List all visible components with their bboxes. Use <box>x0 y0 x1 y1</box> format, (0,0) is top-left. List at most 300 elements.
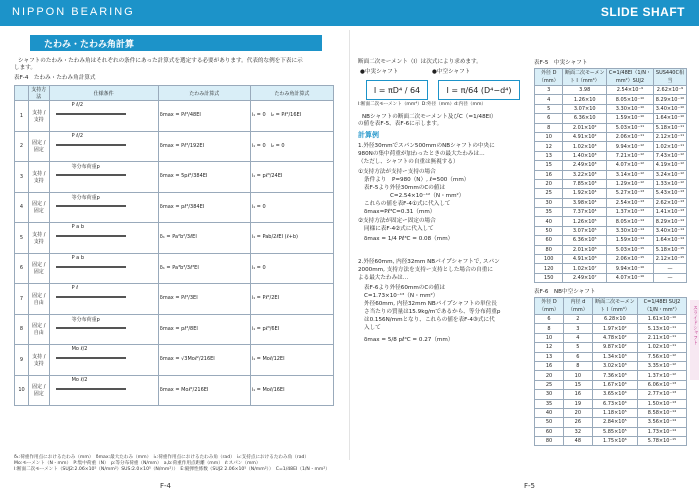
beam-line <box>56 266 126 268</box>
table-cell: 20 <box>535 179 563 188</box>
table-cell: 2.84×10⁵ <box>592 418 637 427</box>
table-cell: 25 <box>535 189 563 198</box>
table-cell: 1.02×10⁻¹¹ <box>653 142 686 151</box>
table-cell: 1.37×10⁻¹³ <box>607 208 654 217</box>
beam-line <box>56 205 126 207</box>
case-1-line: 条件より P=980（N）, ℓ=500（mm） <box>364 177 470 183</box>
page-number-right: F-5 <box>524 482 536 490</box>
beam-diagram <box>49 253 158 284</box>
table-cell: 1.18×10⁵ <box>592 408 637 417</box>
row-support: 固定 / 自由 <box>29 314 50 345</box>
table-cell: 2.49×10⁷ <box>563 273 607 282</box>
side-index-text: スライドシャフト <box>692 305 698 345</box>
table-cell: 9.87×10² <box>592 343 637 352</box>
table-cell: 4.07×10⁻¹² <box>607 161 654 170</box>
load-label: P ℓ/2 <box>71 102 84 108</box>
table-cell: 7.37×10⁴ <box>563 208 607 217</box>
table-cell: 2.77×10⁻¹³ <box>637 390 686 399</box>
col-header: 断面二次モーメント I（mm⁴） <box>563 69 607 86</box>
table-cell: 80 <box>535 245 563 254</box>
table-cell: 150 <box>535 273 563 282</box>
row-support: 固定 / 固定 <box>29 375 50 406</box>
table-cell: 5.18×10⁻¹⁵ <box>653 245 686 254</box>
col-header: 外径 D（mm） <box>535 69 563 86</box>
deflection-formula: δmax = Moℓ²/216EI <box>158 375 250 406</box>
table-cell: 8.29×10⁻¹⁴ <box>653 217 686 226</box>
table-cell: 19 <box>564 399 593 408</box>
table-cell: 7.56×10⁻¹² <box>637 352 686 361</box>
table-cell: 5.43×10⁻¹³ <box>653 189 686 198</box>
solid-label: ●中実シャフト <box>360 69 399 75</box>
beam-line <box>56 235 126 237</box>
row-no: 7 <box>15 284 29 315</box>
row-no: 9 <box>15 345 29 376</box>
table-cell: 16 <box>564 390 593 399</box>
row-no: 8 <box>15 314 29 345</box>
row-no: 1 <box>15 101 29 132</box>
table-cell: 4.91×10⁶ <box>563 255 607 264</box>
beam-line <box>56 296 126 298</box>
table-row <box>535 418 687 427</box>
table-cell: 7.85×10³ <box>563 179 607 188</box>
table-cell: 6 <box>564 352 593 361</box>
table-cell: 60 <box>535 236 563 245</box>
case-1-line: C=2.54×10⁻¹²（N・mm²） <box>390 193 465 199</box>
table-cell: 4.78×10² <box>592 333 637 342</box>
beam-diagram <box>49 101 158 132</box>
table-cell: 6.28×10 <box>592 315 637 324</box>
beam-line <box>56 357 126 359</box>
table-6-title: 表F-6 NB中空シャフト <box>534 289 596 295</box>
table-cell: 2.62×10⁻⁹ <box>653 86 686 95</box>
table-cell: 5.03×10⁻¹⁵ <box>607 245 654 254</box>
table-cell: 6.36×10 <box>563 114 607 123</box>
angle-formula: i₁ = Pℓ²/2EI <box>250 284 333 315</box>
example-line: 980Nの集中荷重が加わったときの最大たわみは… <box>358 151 485 157</box>
deflection-formula: δmax = Pℓ³/3EI <box>158 284 250 315</box>
table-row <box>535 399 687 408</box>
deflection-formula: δmax = √3Moℓ²/216EI <box>158 345 250 376</box>
table-cell: 1.37×10⁻¹² <box>637 371 686 380</box>
table-cell: 12 <box>535 142 563 151</box>
table-cell: 3.24×10⁻¹² <box>653 170 686 179</box>
example-2-result: δmax = 5/8 pℓ⁴C = 0.27（mm） <box>364 337 454 343</box>
col-header-support: 支持方法 <box>29 86 50 101</box>
angle-formula: i₁ = Pab/2ℓEI (ℓ+b) <box>250 223 333 254</box>
table-cell: 12 <box>535 343 564 352</box>
beam-diagram <box>49 223 158 254</box>
intro-text: シャフトのたわみ・たわみ角はそれぞれの条件にあった計算式を選定する必要があります。代表的な例を下表に示 <box>18 58 303 64</box>
table-cell: 20 <box>564 408 593 417</box>
table-cell: 2.49×10³ <box>563 161 607 170</box>
table-cell: 13 <box>535 352 564 361</box>
table-cell: 1.41×10⁻¹³ <box>653 208 686 217</box>
table-cell: 5.27×10⁻¹³ <box>607 189 654 198</box>
table-row <box>15 345 334 376</box>
load-label: P ℓ/2 <box>71 132 84 139</box>
row-no: 4 <box>15 192 29 223</box>
beam-line <box>56 113 126 115</box>
hollow-shaft-table <box>534 297 687 446</box>
table-caption: 表F-4 たわみ・たわみ角計算式 <box>14 75 96 81</box>
table-cell: 4.91×10² <box>563 132 607 141</box>
table-cell: 60 <box>535 427 564 436</box>
table-row <box>535 390 687 399</box>
table-cell: 30 <box>535 390 564 399</box>
table-cell: 35 <box>535 208 563 217</box>
load-label: P a b <box>71 254 85 261</box>
case-2-line: 同様に表F-4②式に代入して <box>364 226 434 232</box>
table-cell: 3.02×10³ <box>592 361 637 370</box>
table-cell: 4.07×10⁻¹⁶ <box>607 273 654 282</box>
table-cell: 1.40×10³ <box>563 151 607 160</box>
table-row <box>15 284 334 315</box>
table-cell: 5 <box>564 343 593 352</box>
table-row <box>535 371 687 380</box>
table-row <box>15 192 334 223</box>
table-row <box>535 208 687 217</box>
row-support: 支持 / 支持 <box>29 223 50 254</box>
table-cell: 40 <box>535 217 563 226</box>
table-cell: 35 <box>535 399 564 408</box>
table-cell: 15 <box>564 380 593 389</box>
case-1-line: 表F-5より外径30mmのCの値は <box>364 185 446 191</box>
case-2-result: δmax = 1/4 Pℓ³C = 0.08（mm） <box>364 236 454 242</box>
deflection-formula: δ₁ = Pa²b²/3ℓEI <box>158 223 250 254</box>
beam-diagram <box>49 131 158 162</box>
table-cell: 15 <box>535 161 563 170</box>
table-cell: 1.59×10⁻¹⁴ <box>607 236 654 245</box>
example-2-line: 2.外径60mm, 内径32mm NBパイプシャフトで, スパン <box>358 259 500 265</box>
table-cell: 40 <box>535 408 564 417</box>
example-2-line: よる最大たわみは… <box>358 275 409 281</box>
row-no: 5 <box>15 223 29 254</box>
moment-text: 断面二次モーメント（I）は次式により求めます。 <box>358 59 482 65</box>
table-cell: 8.05×10⁻¹⁴ <box>607 217 654 226</box>
col-header: 外径 D（mm） <box>535 298 564 315</box>
table-cell: — <box>653 273 686 282</box>
table-row <box>535 86 687 95</box>
table-row <box>535 324 687 333</box>
example-2-line: 2000mm, 支持方法を支持ー支持とした場合の自重に <box>358 267 493 273</box>
table-cell: 48 <box>564 437 593 446</box>
beam-line <box>56 327 126 329</box>
table-cell: 2.01×10² <box>563 123 607 132</box>
table-row <box>15 253 334 284</box>
table-cell: 1.75×10⁶ <box>592 437 637 446</box>
table-row <box>535 315 687 324</box>
load-label: Mo ℓ/2 <box>71 376 88 383</box>
table-cell: 4.19×10⁻¹² <box>653 161 686 170</box>
table-row <box>535 437 687 446</box>
table-row <box>535 123 687 132</box>
table-row <box>15 162 334 193</box>
table-row <box>535 380 687 389</box>
table-cell: 16 <box>535 361 564 370</box>
row-no: 3 <box>15 162 29 193</box>
table-row <box>535 273 687 282</box>
table-row <box>535 264 687 273</box>
footnote-3: I:断面二次モーメント（SUJ2:2.06×10⁵（N/mm²）SUS:2.0×10⁵（N/mm²）） E:縦弾性係数（SUJ2 2.06×10⁵（N/mm²）） C=1/48EI（1/N・mm²） <box>14 467 330 472</box>
table-row <box>535 151 687 160</box>
example-2-line: C=1.73×10⁻¹³（N・mm²） <box>364 293 439 299</box>
table-row <box>535 189 687 198</box>
table-cell: 1.50×10⁻¹³ <box>637 399 686 408</box>
table-row <box>535 408 687 417</box>
table-cell: 3.35×10⁻¹² <box>637 361 686 370</box>
beam-diagram <box>49 375 158 406</box>
table-cell: 16 <box>535 170 563 179</box>
angle-formula: i₁ = Moℓ/12EI <box>250 345 333 376</box>
load-label: 等分布荷重p <box>71 164 100 170</box>
table-cell: 4 <box>535 95 563 104</box>
table-row <box>535 179 687 188</box>
beam-diagram <box>49 314 158 345</box>
formula-note: I:断面二次モーメント（mm⁴）D:外径（mm）d:内径（mm） <box>358 102 487 107</box>
table-cell: 3.65×10⁴ <box>592 390 637 399</box>
table-cell: 1.26×10 <box>563 95 607 104</box>
table-cell: 3.30×10⁻¹⁰ <box>607 104 654 113</box>
table-cell: 50 <box>535 418 564 427</box>
deflection-formula: δmax = pℓ⁴/8EI <box>158 314 250 345</box>
hollow-formula-box: I = π/64 (D⁴−d⁴) <box>438 80 520 100</box>
table-row <box>535 245 687 254</box>
table-cell: 3.30×10⁻¹⁴ <box>607 226 654 235</box>
angle-formula: i₁ = Moℓ/16EI <box>250 375 333 406</box>
table-cell: 8 <box>535 123 563 132</box>
table-cell: 3.07×10 <box>563 104 607 113</box>
row-support: 固定 / 固定 <box>29 253 50 284</box>
load-label: Mo ℓ/2 <box>71 346 88 352</box>
table-cell: — <box>653 264 686 273</box>
table-cell: 4 <box>564 333 593 342</box>
table-cell: 3.56×10⁻¹⁴ <box>637 418 686 427</box>
table-cell: 1.29×10⁻¹² <box>607 179 654 188</box>
table-row <box>535 95 687 104</box>
load-label: P ℓ <box>71 285 79 291</box>
table-row <box>535 132 687 141</box>
beam-diagram <box>49 284 158 315</box>
section-title: たわみ・たわみ角計算 <box>44 40 135 50</box>
table-cell: 1.73×10⁻¹⁴ <box>637 427 686 436</box>
load-label: 等分布荷重p <box>71 194 100 201</box>
example-2-line: さ当たりの質量は15.9kg/mであるから、等分布荷重p <box>364 309 501 315</box>
row-no: 6 <box>15 253 29 284</box>
load-label: P a b <box>71 224 85 230</box>
table-cell: 2.01×10⁶ <box>563 245 607 254</box>
table-cell: 6 <box>535 315 564 324</box>
table-cell: 8 <box>535 324 564 333</box>
table-row <box>535 333 687 342</box>
table-cell: 26 <box>564 418 593 427</box>
table-cell: 1.34×10³ <box>592 352 637 361</box>
col-header: C=1/48EI SUJ2（1/N・mm²） <box>637 298 686 315</box>
table-cell: 1.67×10⁴ <box>592 380 637 389</box>
table-cell: 2.11×10⁻¹¹ <box>637 333 686 342</box>
table-cell: 10 <box>535 333 564 342</box>
table-row <box>535 236 687 245</box>
table-cell: 7.36×10³ <box>592 371 637 380</box>
beam-line <box>56 388 126 390</box>
table-cell: 3 <box>535 86 563 95</box>
example-line: 1.外径30mmでスパン500mmのNBシャフトの中央に <box>358 143 495 149</box>
beam-diagram <box>49 192 158 223</box>
intro-text-2: します。 <box>14 65 36 71</box>
table-cell: 3.98×10⁴ <box>563 198 607 207</box>
table-cell: 3.07×10⁵ <box>563 226 607 235</box>
table-row <box>15 131 334 162</box>
col-header-deflection: たわみ計算式 <box>158 86 250 101</box>
beam-line <box>56 174 126 176</box>
example-title: 計算例 <box>358 131 379 139</box>
table-cell: 25 <box>535 380 564 389</box>
row-support: 支持 / 支持 <box>29 162 50 193</box>
table-cell: 13 <box>535 151 563 160</box>
table-cell: 80 <box>535 437 564 446</box>
table-row <box>535 255 687 264</box>
table-cell: 1.02×10³ <box>563 142 607 151</box>
table-cell: 5.03×10⁻¹¹ <box>607 123 654 132</box>
table-row <box>535 170 687 179</box>
col-header: SUS440C相当 <box>653 69 686 86</box>
table-cell: 3.22×10³ <box>563 170 607 179</box>
table-cell: 1.97×10² <box>592 324 637 333</box>
table-5-title: 表F-5 中実シャフト <box>534 60 588 66</box>
table-cell: 100 <box>535 255 563 264</box>
table-row <box>535 361 687 370</box>
table-cell: 1.02×10⁻¹¹ <box>637 343 686 352</box>
col-header-no <box>15 86 29 101</box>
deflection-formula: δmax = Pℓ³/48EI <box>158 101 250 132</box>
example-2-line: 外径60mm, 内径32mm NBパイプシャフトの単位長 <box>364 301 497 307</box>
page-divider <box>349 30 350 460</box>
angle-formula: i₁ = pℓ³/6EI <box>250 314 333 345</box>
col-header: 断面二次モーメント I（mm⁴） <box>592 298 637 315</box>
table-cell: 2.12×10⁻¹¹ <box>653 132 686 141</box>
table-row <box>535 142 687 151</box>
case-1-result: δmax=Pℓ³C=0.31（mm） <box>364 209 436 215</box>
table-cell: 2 <box>564 315 593 324</box>
product-title: SLIDE SHAFT <box>600 5 685 19</box>
row-support: 固定 / 自由 <box>29 284 50 315</box>
page-number-left: F-4 <box>160 482 172 490</box>
angle-formula: i₁ = 0 i₂ = 0 <box>250 131 333 162</box>
example-2-line: は0.156N/mmとなり、これらの値を表F-4③式に代 <box>364 317 495 323</box>
solid-shaft-table <box>534 68 687 283</box>
table-row <box>535 104 687 113</box>
table-cell: 8.58×10⁻¹⁴ <box>637 408 686 417</box>
col-header-condition: 仕様条件 <box>49 86 158 101</box>
hollow-label: ●中空シャフト <box>432 69 471 75</box>
deflection-formula: δmax = pℓ⁴/384EI <box>158 192 250 223</box>
example-2-line: 入して <box>364 325 381 331</box>
table-row <box>535 226 687 235</box>
table-cell: 3.40×10⁻¹⁴ <box>653 226 686 235</box>
table-cell: 50 <box>535 226 563 235</box>
footnote-1: δ₁:荷重作用点におけるたわみ（mm） δmax:最大たわみ（mm） i₁:荷重作用点におけるたわみ角（rad） i₂:支持点におけるたわみ角（rad） <box>14 455 310 460</box>
table-cell: 6.73×10⁴ <box>592 399 637 408</box>
deflection-formula: δ₁ = Pa³b³/3ℓ³EI <box>158 253 250 284</box>
table-cell: 1.92×10⁴ <box>563 189 607 198</box>
col-header: 内径 d（mm） <box>564 298 593 315</box>
table-cell: 9.94×10⁻¹² <box>607 142 654 151</box>
table-row <box>535 198 687 207</box>
row-support: 固定 / 固定 <box>29 131 50 162</box>
table-cell: 3.98 <box>563 86 607 95</box>
table-cell: 2.62×10⁻¹³ <box>653 198 686 207</box>
row-support: 支持 / 支持 <box>29 101 50 132</box>
table-cell: 120 <box>535 264 563 273</box>
table-cell: 5.85×10⁵ <box>592 427 637 436</box>
table-row <box>535 352 687 361</box>
table-cell: 1.64×10⁻¹⁴ <box>653 236 686 245</box>
table-cell: 5.78×10⁻¹⁵ <box>637 437 686 446</box>
table-cell: 2.06×10⁻¹¹ <box>607 132 654 141</box>
solid-formula-box: I = πD⁴ / 64 <box>366 80 428 100</box>
table-row <box>15 223 334 254</box>
case-1-title: ①支持方法が支持ー支持の場合 <box>358 169 436 175</box>
table-cell: 3 <box>564 324 593 333</box>
table-row <box>535 427 687 436</box>
table-cell: 20 <box>535 371 564 380</box>
table-row <box>15 314 334 345</box>
table-cell: 8 <box>564 361 593 370</box>
table-cell: 1.02×10⁷ <box>563 264 607 273</box>
table-cell: 32 <box>564 427 593 436</box>
table-cell: 5.13×10⁻¹¹ <box>637 324 686 333</box>
table-cell: 8.29×10⁻¹⁰ <box>653 95 686 104</box>
example-2-line: 表F-6より外径60mmのCの値は <box>364 285 446 291</box>
example-line: （ただし、シャフトの自重は無視する） <box>358 159 459 165</box>
nb-note-2: の値を表F-5、表F-6に示します。 <box>358 121 443 127</box>
deflection-formula: δmax = 5pℓ⁴/384EI <box>158 162 250 193</box>
beam-diagram <box>49 162 158 193</box>
case-2-title: ②支持方法が固定ー固定の場合 <box>358 218 436 224</box>
table-cell: 30 <box>535 198 563 207</box>
col-header: C=1/48EI（1/N・mm²）SUJ2 <box>607 69 654 86</box>
table-cell: 1.64×10⁻¹⁰ <box>653 114 686 123</box>
table-cell: 10 <box>564 371 593 380</box>
table-cell: 1.59×10⁻¹⁰ <box>607 114 654 123</box>
table-cell: 10 <box>535 132 563 141</box>
table-cell: 6.06×10⁻¹³ <box>637 380 686 389</box>
deflection-formula: δmax = Pℓ³/192EI <box>158 131 250 162</box>
table-row <box>535 161 687 170</box>
col-header-angle: たわみ角計算式 <box>250 86 333 101</box>
table-cell: 2.54×10⁻⁹ <box>607 86 654 95</box>
footnote-2: Mo:モーメント（N・mm） P:集中荷重（N） p:等分布荷重（N/mm） a,b:荷重作用点距離（mm） ℓ:スパン（mm） <box>14 461 261 466</box>
beam-diagram <box>49 345 158 376</box>
table-cell: 3.14×10⁻¹² <box>607 170 654 179</box>
load-label: 等分布荷重p <box>71 316 100 323</box>
beam-line <box>56 144 126 146</box>
table-cell: 7.21×10⁻¹² <box>607 151 654 160</box>
table-row <box>535 217 687 226</box>
row-support: 固定 / 固定 <box>29 192 50 223</box>
table-cell: 6.36×10⁵ <box>563 236 607 245</box>
table-cell: 2.54×10⁻¹³ <box>607 198 654 207</box>
table-row <box>535 343 687 352</box>
table-row <box>15 101 334 132</box>
angle-formula: i₁ = 0 <box>250 253 333 284</box>
row-support: 支持 / 支持 <box>29 345 50 376</box>
table-cell: 5 <box>535 104 563 113</box>
table-row <box>535 114 687 123</box>
table-row <box>15 375 334 406</box>
angle-formula: i₁ = pℓ³/24EI <box>250 162 333 193</box>
table-cell: 1.33×10⁻¹² <box>653 179 686 188</box>
row-no: 2 <box>15 131 29 162</box>
